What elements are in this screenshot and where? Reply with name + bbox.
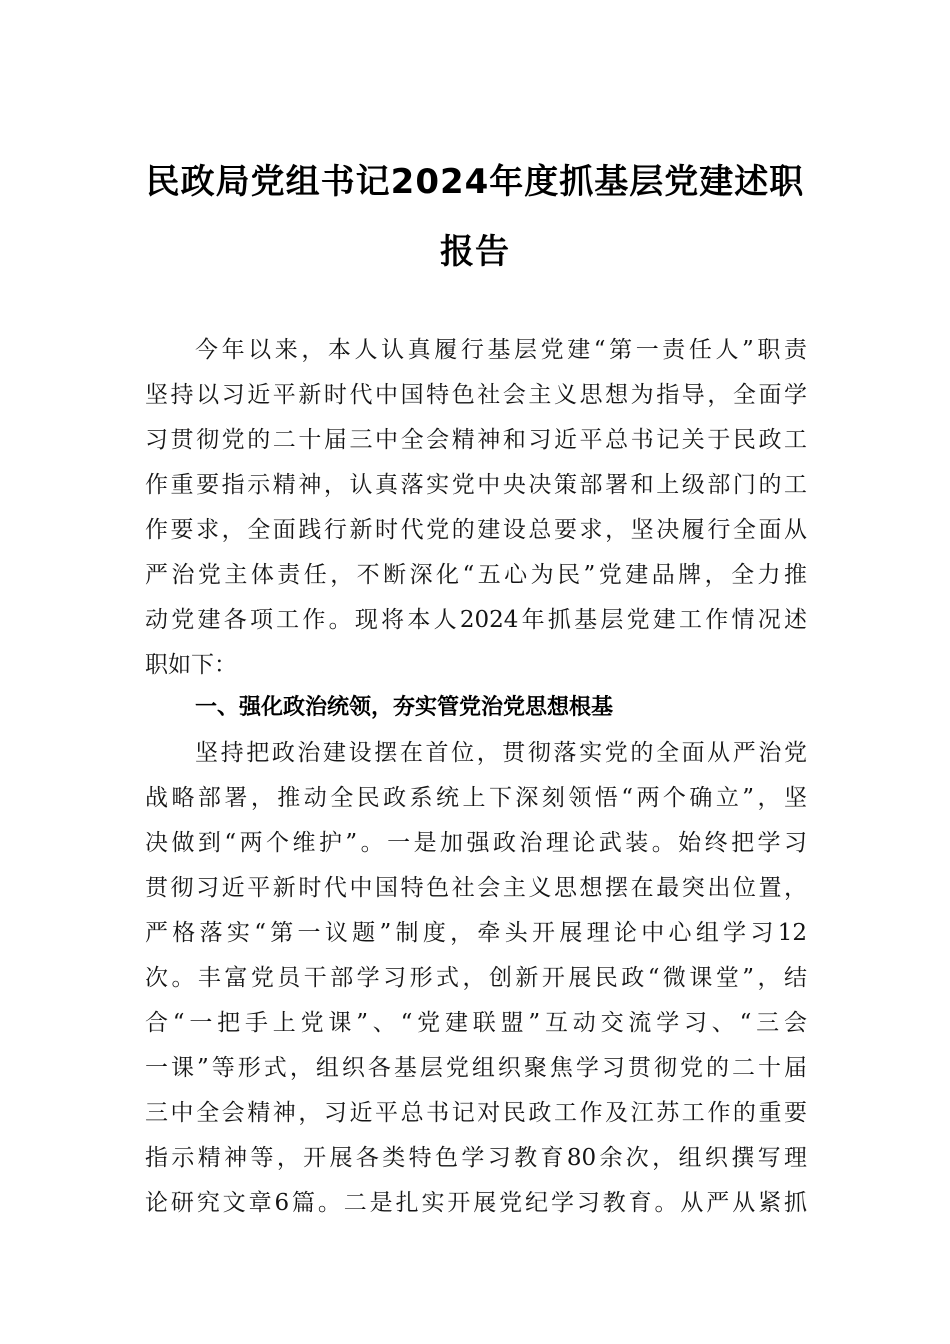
section-1-line: 坚持把政治建设摆在首位，贯彻落实党的全面从严治党: [195, 740, 807, 766]
intro-line: 习贯彻党的二十届三中全会精神和习近平总书记关于民政工: [145, 427, 807, 453]
document-title-line-1: 民政局党组书记2024年度抓基层党建述职: [145, 162, 805, 202]
intro-line: 严治党主体责任，不断深化“五心为民”党建品牌，全力推: [145, 562, 807, 588]
section-1-line: 合“一把手上党课”、“党建联盟”互动交流学习、“三会: [145, 1010, 807, 1036]
section-1-line: 次。丰富党员干部学习形式，创新开展民政“微课堂”，结: [145, 965, 807, 991]
section-1-line: 严格落实“第一议题”制度，牵头开展理论中心组学习12: [145, 920, 807, 946]
intro-line: 作重要指示精神，认真落实党中央决策部署和上级部门的工: [145, 472, 807, 498]
section-1-line: 三中全会精神，习近平总书记对民政工作及江苏工作的重要: [145, 1100, 807, 1126]
intro-line: 作要求，全面践行新时代党的建设总要求，坚决履行全面从: [145, 517, 807, 543]
section-1-line: 决做到“两个维护”。一是加强政治理论武装。始终把学习: [145, 830, 807, 856]
section-1-heading: 一、强化政治统领，夯实管党治党思想根基: [195, 695, 614, 720]
intro-line: 动党建各项工作。现将本人2024年抓基层党建工作情况述: [145, 607, 807, 633]
intro-line: 坚持以习近平新时代中国特色社会主义思想为指导，全面学: [145, 382, 807, 408]
section-1-line: 战略部署，推动全民政系统上下深刻领悟“两个确立”，坚: [145, 785, 807, 811]
intro-line: 今年以来，本人认真履行基层党建“第一责任人”职责: [195, 337, 807, 363]
section-1-line: 指示精神等，开展各类特色学习教育80余次，组织撰写理: [145, 1145, 807, 1171]
section-1-line: 一课”等形式，组织各基层党组织聚焦学习贯彻党的二十届: [145, 1055, 807, 1081]
document-title-line-2: 报告: [440, 232, 510, 272]
section-1-line: 贯彻习近平新时代中国特色社会主义思想摆在最突出位置，: [145, 875, 807, 901]
intro-line: 职如下：: [145, 652, 237, 678]
section-1-line: 论研究文章6篇。二是扎实开展党纪学习教育。从严从紧抓: [145, 1190, 807, 1216]
